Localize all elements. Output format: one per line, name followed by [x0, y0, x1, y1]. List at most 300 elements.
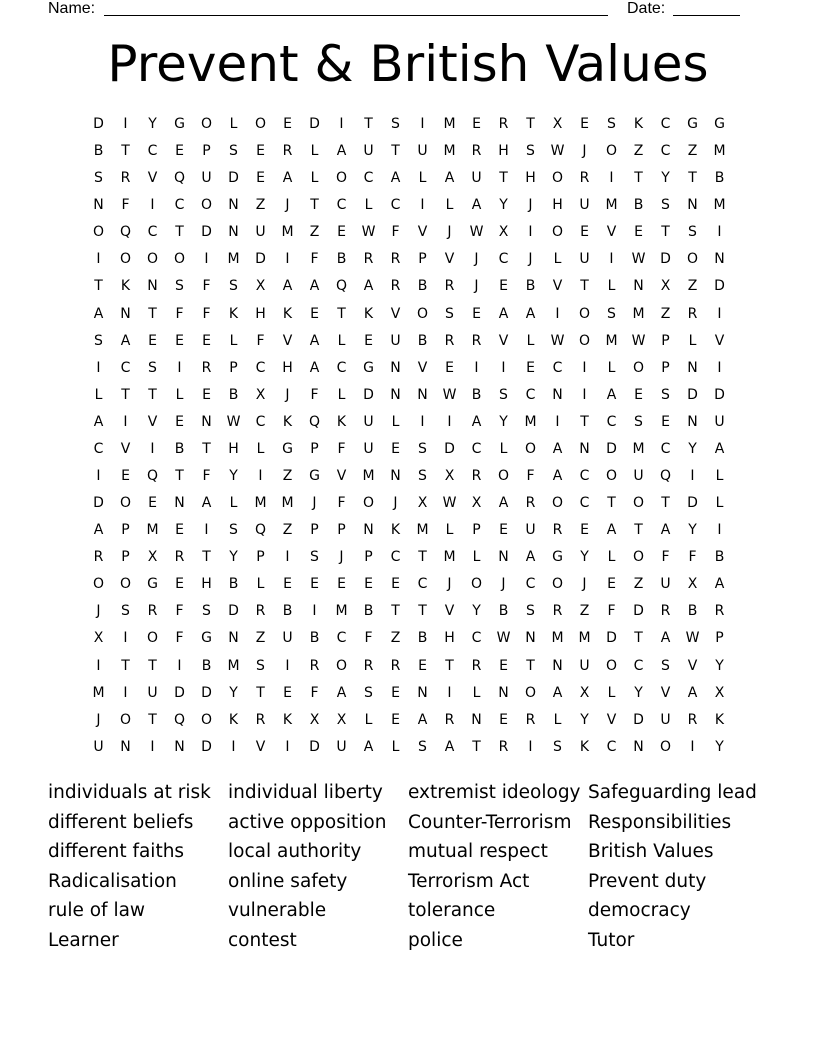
- grid-letter: T: [148, 305, 157, 322]
- grid-letter: T: [418, 549, 427, 566]
- grid-letter: Z: [633, 576, 644, 593]
- grid-letter: X: [255, 386, 266, 403]
- grid-letter: O: [605, 657, 618, 674]
- grid-letter: Y: [229, 549, 238, 566]
- grid-letter: K: [579, 738, 590, 755]
- grid-letter: J: [96, 711, 101, 728]
- grid-letter: G: [201, 630, 212, 647]
- grid-letter: A: [714, 440, 725, 457]
- grid-letter: E: [175, 576, 184, 593]
- grid-letter: G: [174, 116, 185, 132]
- grid-letter: S: [175, 278, 184, 295]
- grid-letter: W: [631, 251, 646, 268]
- grid-letter: U: [363, 413, 374, 430]
- grid-letter: S: [661, 197, 670, 214]
- grid-letter: S: [202, 603, 211, 620]
- word-bank-item: Radicalisation: [48, 870, 177, 892]
- grid-letter: B: [471, 386, 482, 403]
- grid-letter: R: [471, 143, 482, 160]
- grid-row: [85, 276, 733, 303]
- grid-letter: O: [659, 738, 672, 755]
- grid-letter: E: [175, 522, 184, 539]
- word-bank-item: Prevent duty: [588, 870, 707, 892]
- grid-letter: A: [93, 413, 104, 430]
- grid-letter: P: [121, 522, 130, 539]
- grid-letter: A: [552, 468, 563, 485]
- grid-letter: Y: [715, 738, 724, 755]
- grid-letter: C: [579, 468, 590, 485]
- grid-letter: F: [202, 468, 211, 485]
- grid-letter: Q: [659, 468, 672, 485]
- grid-letter: B: [417, 278, 428, 295]
- grid-letter: C: [255, 413, 266, 430]
- grid-letter: D: [687, 495, 698, 512]
- word-bank-item: Tutor: [588, 929, 635, 951]
- grid-letter: I: [258, 468, 263, 485]
- grid-letter: N: [687, 359, 698, 376]
- grid-letter: G: [282, 440, 293, 457]
- grid-letter: N: [525, 630, 536, 647]
- grid-letter: S: [607, 116, 616, 132]
- grid-letter: A: [687, 684, 698, 701]
- grid-letter: M: [632, 440, 645, 457]
- grid-row: [85, 656, 733, 683]
- grid-letter: H: [444, 630, 455, 647]
- letter-grid: [85, 114, 733, 764]
- grid-letter: C: [471, 440, 482, 457]
- word-bank-item: tolerance: [408, 900, 496, 922]
- grid-letter: A: [471, 413, 482, 430]
- grid-letter: N: [552, 657, 563, 674]
- grid-letter: D: [93, 116, 104, 132]
- grid-letter: R: [552, 603, 563, 620]
- word-bank-item: Counter-Terrorism: [408, 811, 572, 833]
- grid-letter: L: [229, 116, 238, 132]
- grid-letter: N: [228, 224, 239, 241]
- grid-letter: I: [420, 116, 425, 132]
- grid-letter: D: [255, 251, 266, 268]
- grid-letter: Y: [688, 522, 697, 539]
- grid-letter: L: [391, 738, 400, 755]
- grid-letter: S: [607, 305, 616, 322]
- grid-letter: F: [202, 278, 211, 295]
- grid-letter: U: [201, 170, 212, 187]
- grid-letter: L: [337, 386, 346, 403]
- grid-letter: U: [525, 522, 536, 539]
- grid-row: [85, 304, 733, 331]
- grid-letter: O: [200, 197, 213, 214]
- grid-letter: J: [474, 251, 479, 268]
- grid-letter: R: [147, 603, 158, 620]
- grid-row: [85, 331, 733, 358]
- grid-letter: C: [525, 576, 536, 593]
- grid-letter: O: [362, 495, 375, 512]
- name-line[interactable]: [104, 15, 608, 16]
- grid-letter: J: [582, 143, 587, 160]
- date-line[interactable]: [673, 15, 740, 16]
- grid-letter: R: [687, 711, 698, 728]
- grid-letter: Q: [254, 522, 267, 539]
- grid-letter: O: [173, 251, 186, 268]
- grid-letter: T: [607, 495, 616, 512]
- grid-letter: I: [150, 440, 155, 457]
- grid-letter: E: [148, 495, 157, 512]
- grid-letter: D: [687, 386, 698, 403]
- word-bank-item: active opposition: [228, 811, 387, 833]
- grid-letter: V: [336, 468, 347, 485]
- grid-letter: R: [390, 278, 401, 295]
- grid-letter: X: [471, 495, 482, 512]
- grid-letter: N: [687, 413, 698, 430]
- grid-letter: S: [526, 603, 535, 620]
- grid-letter: R: [255, 603, 266, 620]
- grid-letter: J: [339, 549, 344, 566]
- grid-letter: A: [417, 711, 428, 728]
- grid-letter: E: [499, 657, 508, 674]
- grid-letter: Y: [661, 170, 670, 187]
- grid-letter: N: [390, 386, 401, 403]
- grid-letter: A: [309, 332, 320, 349]
- grid-letter: X: [147, 549, 158, 566]
- grid-letter: U: [660, 576, 671, 593]
- grid-letter: F: [607, 603, 616, 620]
- grid-letter: B: [228, 576, 239, 593]
- grid-letter: L: [364, 711, 373, 728]
- name-label: Name:: [48, 0, 96, 17]
- grid-letter: T: [121, 143, 130, 160]
- grid-letter: I: [582, 359, 587, 376]
- grid-letter: S: [229, 143, 238, 160]
- grid-letter: I: [123, 630, 128, 647]
- grid-letter: F: [256, 332, 265, 349]
- grid-letter: Q: [173, 170, 186, 187]
- grid-letter: Y: [688, 440, 697, 457]
- grid-letter: W: [226, 413, 241, 430]
- grid-letter: E: [202, 386, 211, 403]
- grid-letter: U: [336, 738, 347, 755]
- grid-letter: C: [255, 359, 266, 376]
- grid-letter: F: [121, 197, 130, 214]
- grid-letter: R: [525, 711, 536, 728]
- grid-letter: S: [121, 603, 130, 620]
- grid-letter: J: [447, 576, 452, 593]
- grid-row: [85, 195, 733, 222]
- grid-letter: P: [472, 522, 481, 539]
- grid-letter: E: [310, 305, 319, 322]
- grid-letter: I: [123, 413, 128, 430]
- grid-letter: R: [390, 251, 401, 268]
- grid-letter: P: [202, 143, 211, 160]
- grid-letter: K: [282, 305, 293, 322]
- grid-letter: U: [633, 468, 644, 485]
- grid-letter: X: [255, 278, 266, 295]
- grid-letter: G: [309, 468, 320, 485]
- grid-letter: T: [202, 549, 211, 566]
- grid-letter: L: [499, 440, 508, 457]
- grid-letter: L: [445, 197, 454, 214]
- grid-letter: E: [391, 711, 400, 728]
- grid-letter: O: [335, 657, 348, 674]
- grid-letter: F: [310, 386, 319, 403]
- grid-letter: C: [174, 197, 185, 214]
- grid-letter: D: [606, 440, 617, 457]
- grid-letter: I: [501, 359, 506, 376]
- grid-letter: N: [471, 711, 482, 728]
- grid-letter: U: [579, 251, 590, 268]
- grid-letter: K: [228, 711, 239, 728]
- grid-letter: W: [550, 143, 565, 160]
- grid-letter: C: [660, 440, 671, 457]
- grid-letter: U: [660, 711, 671, 728]
- grid-letter: V: [282, 332, 293, 349]
- word-bank-item: individuals at risk: [48, 782, 211, 803]
- grid-letter: A: [309, 359, 320, 376]
- grid-letter: L: [607, 549, 616, 566]
- grid-letter: N: [417, 386, 428, 403]
- grid-letter: E: [391, 440, 400, 457]
- grid-letter: O: [605, 468, 618, 485]
- grid-letter: O: [92, 224, 105, 241]
- grid-letter: L: [391, 413, 400, 430]
- grid-letter: T: [634, 522, 643, 539]
- grid-letter: J: [393, 495, 398, 512]
- grid-letter: J: [96, 603, 101, 620]
- grid-letter: T: [580, 278, 589, 295]
- grid-letter: B: [363, 603, 374, 620]
- grid-letter: O: [551, 224, 564, 241]
- grid-letter: J: [528, 251, 533, 268]
- grid-letter: T: [472, 738, 481, 755]
- grid-letter: A: [606, 386, 617, 403]
- grid-letter: E: [283, 576, 292, 593]
- grid-letter: O: [92, 576, 105, 593]
- grid-letter: W: [550, 332, 565, 349]
- grid-letter: J: [447, 224, 452, 241]
- word-bank-item: Terrorism Act: [408, 870, 530, 892]
- grid-letter: T: [526, 657, 535, 674]
- grid-letter: B: [714, 549, 725, 566]
- grid-letter: Q: [335, 278, 348, 295]
- grid-letter: J: [501, 576, 506, 593]
- grid-letter: P: [337, 522, 346, 539]
- grid-letter: K: [363, 305, 374, 322]
- grid-letter: B: [201, 657, 212, 674]
- grid-letter: I: [177, 359, 182, 376]
- grid-letter: A: [660, 522, 671, 539]
- grid-letter: N: [390, 359, 401, 376]
- grid-letter: I: [96, 251, 101, 268]
- grid-letter: L: [364, 197, 373, 214]
- grid-letter: R: [444, 332, 455, 349]
- grid-letter: E: [607, 576, 616, 593]
- grid-letter: M: [92, 684, 105, 701]
- grid-letter: I: [582, 386, 587, 403]
- grid-letter: F: [688, 549, 697, 566]
- grid-letter: C: [498, 251, 509, 268]
- grid-letter: I: [285, 251, 290, 268]
- grid-letter: E: [337, 576, 346, 593]
- grid-letter: C: [552, 359, 563, 376]
- grid-letter: D: [228, 170, 239, 187]
- grid-letter: Q: [308, 413, 321, 430]
- grid-letter: E: [634, 386, 643, 403]
- grid-letter: H: [255, 305, 266, 322]
- grid-letter: B: [336, 251, 347, 268]
- grid-letter: B: [498, 603, 509, 620]
- grid-letter: P: [418, 251, 427, 268]
- grid-letter: Y: [634, 684, 643, 701]
- grid-letter: Q: [146, 468, 159, 485]
- grid-letter: O: [578, 332, 591, 349]
- grid-letter: D: [606, 630, 617, 647]
- grid-letter: A: [336, 684, 347, 701]
- grid-letter: X: [552, 116, 563, 132]
- grid-letter: C: [147, 143, 158, 160]
- grid-letter: I: [420, 413, 425, 430]
- grid-letter: B: [417, 630, 428, 647]
- grid-letter: E: [175, 332, 184, 349]
- grid-letter: U: [390, 332, 401, 349]
- grid-letter: T: [634, 630, 643, 647]
- grid-letter: N: [390, 468, 401, 485]
- grid-letter: I: [474, 359, 479, 376]
- grid-row: [85, 358, 733, 385]
- grid-letter: F: [337, 440, 346, 457]
- grid-letter: S: [229, 278, 238, 295]
- grid-letter: X: [687, 576, 698, 593]
- grid-letter: I: [447, 413, 452, 430]
- grid-letter: F: [175, 305, 184, 322]
- grid-letter: A: [282, 170, 293, 187]
- grid-letter: L: [175, 386, 184, 403]
- grid-letter: T: [148, 657, 157, 674]
- grid-letter: C: [660, 116, 671, 132]
- grid-letter: A: [552, 684, 563, 701]
- grid-letter: E: [391, 684, 400, 701]
- grid-letter: R: [498, 738, 509, 755]
- grid-letter: L: [607, 684, 616, 701]
- grid-letter: L: [715, 468, 724, 485]
- grid-letter: F: [391, 224, 400, 241]
- word-bank-item: democracy: [588, 900, 691, 922]
- grid-letter: C: [606, 413, 617, 430]
- grid-letter: S: [688, 224, 697, 241]
- grid-letter: O: [632, 359, 645, 376]
- grid-letter: I: [717, 522, 722, 539]
- grid-letter: M: [713, 143, 726, 160]
- grid-letter: D: [174, 684, 185, 701]
- grid-letter: J: [312, 495, 317, 512]
- grid-letter: D: [309, 116, 320, 132]
- grid-letter: F: [310, 684, 319, 701]
- grid-letter: T: [661, 495, 670, 512]
- grid-letter: H: [552, 197, 563, 214]
- grid-letter: O: [416, 305, 429, 322]
- grid-letter: C: [606, 738, 617, 755]
- grid-letter: L: [256, 576, 265, 593]
- grid-letter: W: [685, 630, 700, 647]
- grid-letter: L: [688, 332, 697, 349]
- grid-letter: F: [202, 305, 211, 322]
- grid-letter: B: [174, 440, 185, 457]
- grid-letter: Z: [687, 278, 698, 295]
- grid-letter: L: [472, 684, 481, 701]
- grid-letter: R: [255, 711, 266, 728]
- grid-letter: L: [94, 386, 103, 403]
- grid-letter: A: [336, 143, 347, 160]
- grid-letter: E: [364, 576, 373, 593]
- grid-letter: C: [147, 224, 158, 241]
- grid-letter: E: [256, 143, 265, 160]
- grid-row: [85, 628, 733, 655]
- grid-letter: X: [444, 468, 455, 485]
- grid-letter: E: [418, 657, 427, 674]
- word-bank-item: mutual respect: [408, 841, 548, 863]
- grid-letter: A: [552, 440, 563, 457]
- grid-letter: D: [660, 251, 671, 268]
- grid-letter: V: [606, 711, 617, 728]
- word-bank-item: local authority: [228, 841, 362, 863]
- grid-letter: D: [201, 224, 212, 241]
- word-bank: [48, 778, 768, 956]
- grid-letter: M: [254, 495, 267, 512]
- grid-letter: I: [150, 197, 155, 214]
- grid-letter: W: [631, 332, 646, 349]
- grid-letter: V: [120, 440, 131, 457]
- grid-letter: L: [526, 332, 535, 349]
- grid-letter: O: [605, 143, 618, 160]
- grid-letter: E: [526, 359, 535, 376]
- grid-letter: I: [690, 468, 695, 485]
- grid-letter: E: [661, 413, 670, 430]
- date-label: Date:: [627, 0, 666, 17]
- grid-letter: A: [309, 278, 320, 295]
- grid-letter: D: [633, 711, 644, 728]
- grid-letter: M: [362, 468, 375, 485]
- grid-letter: L: [553, 251, 562, 268]
- grid-letter: M: [443, 549, 456, 566]
- grid-letter: T: [499, 170, 508, 187]
- grid-letter: K: [633, 116, 644, 132]
- grid-letter: N: [714, 251, 725, 268]
- grid-letter: N: [174, 495, 185, 512]
- grid-letter: P: [310, 522, 319, 539]
- grid-letter: Z: [255, 197, 266, 214]
- grid-letter: F: [364, 630, 373, 647]
- grid-letter: I: [447, 684, 452, 701]
- grid-letter: E: [283, 684, 292, 701]
- grid-letter: T: [148, 386, 157, 403]
- grid-letter: Z: [660, 305, 671, 322]
- grid-letter: C: [525, 386, 536, 403]
- grid-letter: N: [174, 738, 185, 755]
- grid-letter: B: [687, 603, 698, 620]
- grid-letter: P: [715, 630, 724, 647]
- grid-letter: Z: [282, 468, 293, 485]
- grid-letter: R: [687, 305, 698, 322]
- grid-letter: L: [310, 170, 319, 187]
- grid-letter: R: [660, 603, 671, 620]
- grid-letter: A: [498, 305, 509, 322]
- grid-letter: T: [148, 711, 157, 728]
- grid-letter: Y: [229, 468, 238, 485]
- grid-letter: Y: [472, 603, 481, 620]
- grid-letter: T: [175, 224, 184, 241]
- grid-letter: V: [444, 603, 455, 620]
- page-title: Prevent & British Values: [107, 35, 709, 93]
- grid-letter: E: [634, 224, 643, 241]
- grid-row: [85, 222, 733, 249]
